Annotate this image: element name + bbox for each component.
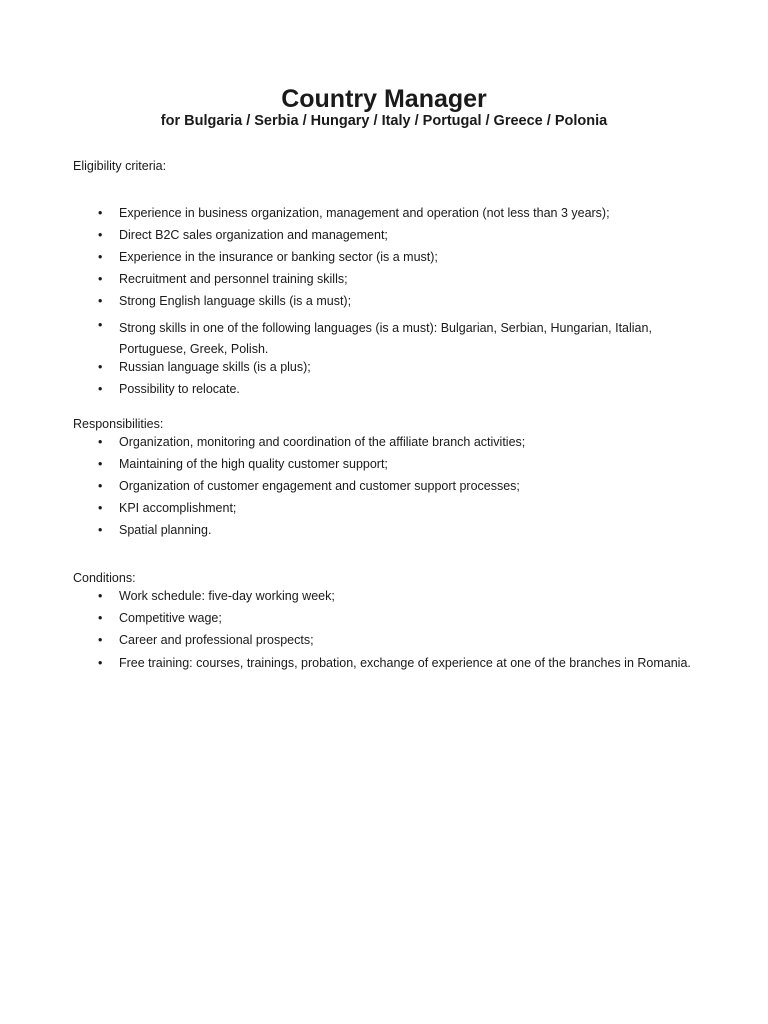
list-item <box>73 382 693 404</box>
bullet-icon: • <box>98 589 103 603</box>
bullet-icon: • <box>98 206 103 220</box>
list-item-text: Free training: courses, trainings, probation, exchange of experience at one of the branches in Romania. <box>119 656 691 670</box>
list-item-text: Organization of customer engagement and customer support processes; <box>119 479 520 493</box>
bullet-icon: • <box>98 656 103 670</box>
list-item <box>73 250 693 272</box>
bullet-icon: • <box>98 435 103 449</box>
list-item <box>73 228 693 250</box>
list-item <box>73 589 693 611</box>
responsibilities-heading: Responsibilities: <box>73 417 164 431</box>
bullet-icon: • <box>98 611 103 625</box>
bullet-icon: • <box>98 318 103 332</box>
list-item-text: Spatial planning. <box>119 523 212 537</box>
list-item-text: Maintaining of the high quality customer support; <box>119 457 388 471</box>
responsibilities-list <box>73 435 693 545</box>
list-item <box>73 457 693 479</box>
bullet-icon: • <box>98 479 103 493</box>
list-item-text: KPI accomplishment; <box>119 501 237 515</box>
bullet-icon: • <box>98 457 103 471</box>
list-item <box>73 294 693 316</box>
list-item-text: Competitive wage; <box>119 611 222 625</box>
list-item <box>73 501 693 523</box>
bullet-icon: • <box>98 250 103 264</box>
bullet-icon: • <box>98 382 103 396</box>
eligibility-heading: Eligibility criteria: <box>73 159 167 173</box>
list-item-text: Organization, monitoring and coordination of the affiliate branch activities; <box>119 435 526 449</box>
list-item-text: Work schedule: five-day working week; <box>119 589 335 603</box>
list-item-text: Possibility to relocate. <box>119 382 240 396</box>
list-item-text: Career and professional prospects; <box>119 633 314 647</box>
list-item <box>73 316 693 360</box>
list-item-text: Strong English language skills (is a must); <box>119 294 352 308</box>
list-item-text: Recruitment and personnel training skills; <box>119 272 348 286</box>
conditions-list <box>73 589 693 688</box>
list-item <box>73 206 693 228</box>
bullet-icon: • <box>98 294 103 308</box>
list-item-text: Experience in the insurance or banking sector (is a must); <box>119 250 438 264</box>
bullet-icon: • <box>98 633 103 647</box>
list-item-text: Strong skills in one of the following languages (is a must): Bulgarian, Serbian, Hungarian, Italian, Portuguese, Greek, Polish. <box>119 321 652 356</box>
list-item <box>73 655 693 688</box>
bullet-icon: • <box>98 501 103 515</box>
list-item <box>73 523 693 545</box>
bullet-icon: • <box>98 360 103 374</box>
list-item-text: Direct B2C sales organization and management; <box>119 228 388 242</box>
bullet-icon: • <box>98 228 103 242</box>
list-item <box>73 272 693 294</box>
bullet-icon: • <box>98 272 103 286</box>
page-subtitle: for Bulgaria / Serbia / Hungary / Italy / Portugal / Greece / Polonia <box>160 113 608 129</box>
list-item <box>73 479 693 501</box>
page-title: Country Manager <box>281 85 487 113</box>
list-item <box>73 360 693 382</box>
bullet-icon: • <box>98 523 103 537</box>
list-item-text: Experience in business organization, management and operation (not less than 3 years); <box>119 206 610 220</box>
conditions-heading: Conditions: <box>73 571 136 585</box>
list-item <box>73 611 693 633</box>
eligibility-list <box>73 206 693 404</box>
list-item <box>73 435 693 457</box>
list-item-text: Russian language skills (is a plus); <box>119 360 311 374</box>
list-item <box>73 633 693 655</box>
